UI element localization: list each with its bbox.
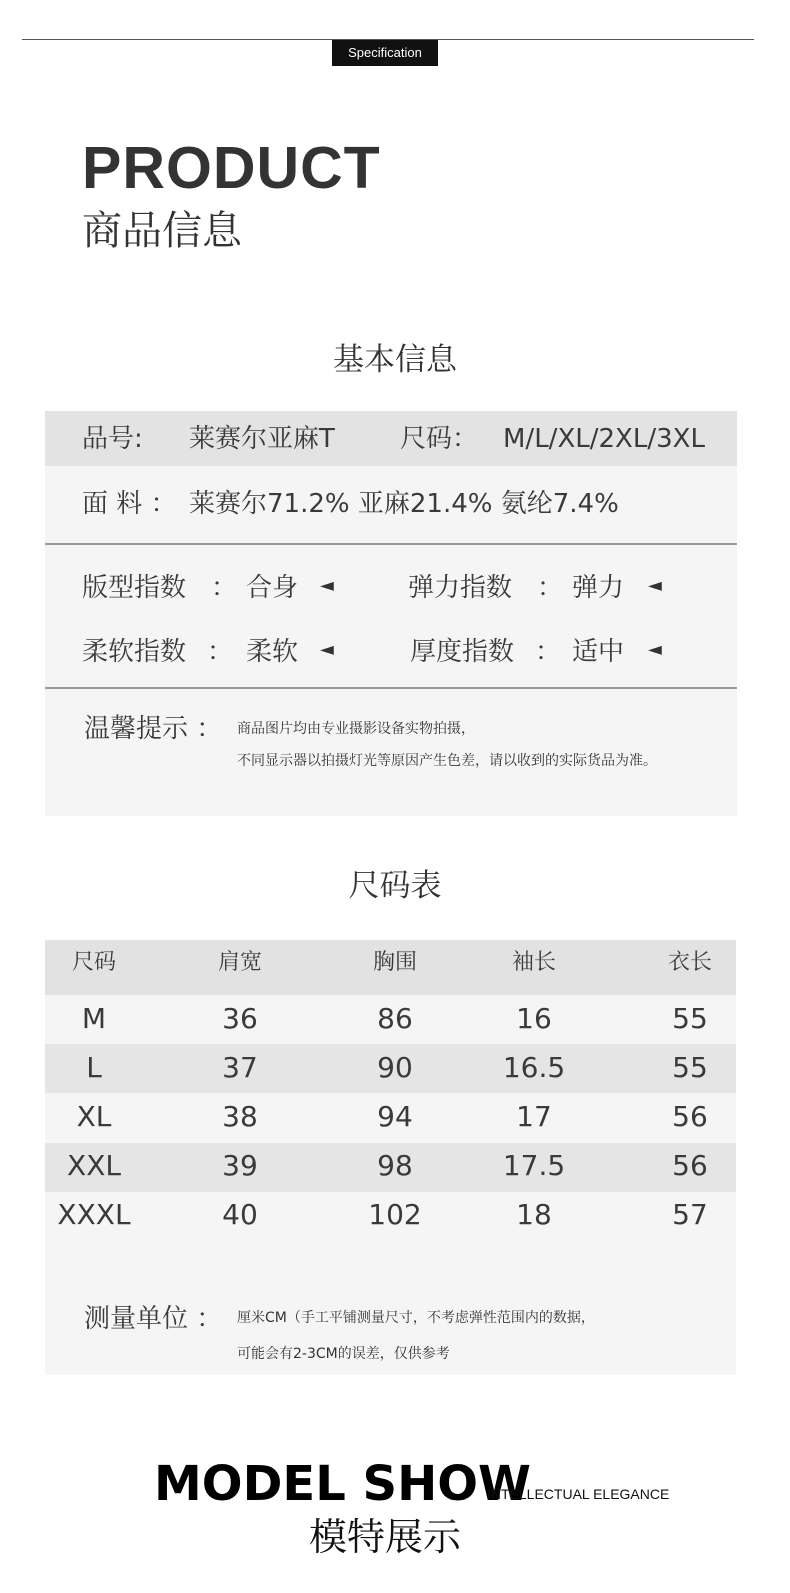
- column-header-shoulder: 肩宽: [217, 950, 262, 975]
- column-header-size: 尺码: [71, 950, 116, 975]
- table-cell: 55: [672, 1051, 708, 1084]
- softness-index-colon: ：: [207, 637, 234, 667]
- size-chart-title: 尺码表: [348, 868, 442, 904]
- thickness-index-value: 适中: [572, 637, 625, 667]
- tip-line-1: 商品图片均由专业摄影设备实物拍摄，: [237, 721, 475, 737]
- table-cell: 94: [377, 1100, 413, 1133]
- table-cell: XXXL: [57, 1198, 131, 1231]
- table-cell: 38: [222, 1100, 258, 1133]
- size-label: 尺码：: [400, 424, 479, 454]
- measurement-unit-label: 测量单位 ：: [84, 1304, 223, 1334]
- specification-badge: Specification: [332, 40, 438, 66]
- table-cell: 18: [516, 1198, 552, 1231]
- measurement-note-line-1: 厘米CM（手工平铺测量尺寸，不考虑弹性范围内的数据，: [237, 1310, 595, 1326]
- item-number-label: 品号:: [82, 424, 143, 454]
- table-cell: 98: [377, 1149, 413, 1182]
- fit-index-value: 合身: [246, 573, 299, 603]
- fabric-value: 莱赛尔71.2% 亚麻21.4% 氨纶7.4%: [189, 489, 619, 519]
- softness-index-value: 柔软: [246, 637, 299, 667]
- table-cell: 36: [222, 1002, 258, 1035]
- thickness-index-label: 厚度指数: [410, 637, 515, 667]
- column-header-sleeve: 袖长: [511, 950, 556, 975]
- column-header-length: 衣长: [667, 950, 712, 975]
- table-cell: 55: [672, 1002, 708, 1035]
- table-cell: 16: [516, 1002, 552, 1035]
- softness-index-label: 柔软指数: [82, 637, 187, 667]
- table-cell: 17.5: [502, 1149, 566, 1182]
- table-cell: M: [81, 1002, 107, 1035]
- left-arrow-icon: ◄: [320, 575, 334, 596]
- table-cell: 56: [672, 1100, 708, 1133]
- size-value: M/L/XL/2XL/3XL: [503, 424, 705, 454]
- table-cell: 57: [672, 1198, 708, 1231]
- table-cell: 40: [222, 1198, 258, 1231]
- model-show-title: MODEL SHOW: [154, 1456, 531, 1512]
- left-arrow-icon: ◄: [320, 639, 334, 660]
- thickness-index-colon: ：: [535, 637, 562, 667]
- tip-line-2: 不同显示器以拍摄灯光等原因产生色差，请以收到的实际货品为准。: [237, 753, 657, 769]
- table-cell: XL: [76, 1100, 112, 1133]
- elasticity-index-colon: ：: [537, 573, 564, 603]
- left-arrow-icon: ◄: [648, 575, 662, 596]
- product-subtitle: 商品信息: [82, 208, 242, 254]
- table-cell: L: [86, 1051, 102, 1084]
- column-header-chest: 胸围: [372, 950, 417, 975]
- section-divider: [45, 543, 737, 545]
- item-number-value: 莱赛尔亚麻T: [189, 424, 335, 454]
- measurement-note-line-2: 可能会有2-3CM的误差，仅供参考: [237, 1346, 450, 1362]
- table-cell: 86: [377, 1002, 413, 1035]
- section-divider: [45, 687, 737, 689]
- model-show-tagline: INTELLECTUAL ELEGANCE: [487, 1486, 670, 1502]
- fabric-label: 面 料 ：: [82, 489, 177, 519]
- product-title: PRODUCT: [82, 135, 381, 201]
- table-cell: 90: [377, 1051, 413, 1084]
- basic-info-title: 基本信息: [333, 342, 457, 378]
- elasticity-index-label: 弹力指数: [408, 573, 513, 603]
- fit-index-colon: ：: [211, 573, 238, 603]
- table-cell: XXL: [67, 1149, 121, 1182]
- fit-index-label: 版型指数: [82, 573, 187, 603]
- elasticity-index-value: 弹力: [572, 573, 625, 603]
- table-cell: 16.5: [502, 1051, 566, 1084]
- table-cell: 17: [516, 1100, 552, 1133]
- table-cell: 56: [672, 1149, 708, 1182]
- model-show-subtitle: 模特展示: [308, 1515, 461, 1559]
- left-arrow-icon: ◄: [648, 639, 662, 660]
- table-cell: 37: [222, 1051, 258, 1084]
- table-cell: 102: [368, 1198, 422, 1231]
- tip-label: 温馨提示 ：: [84, 714, 223, 744]
- table-cell: 39: [222, 1149, 258, 1182]
